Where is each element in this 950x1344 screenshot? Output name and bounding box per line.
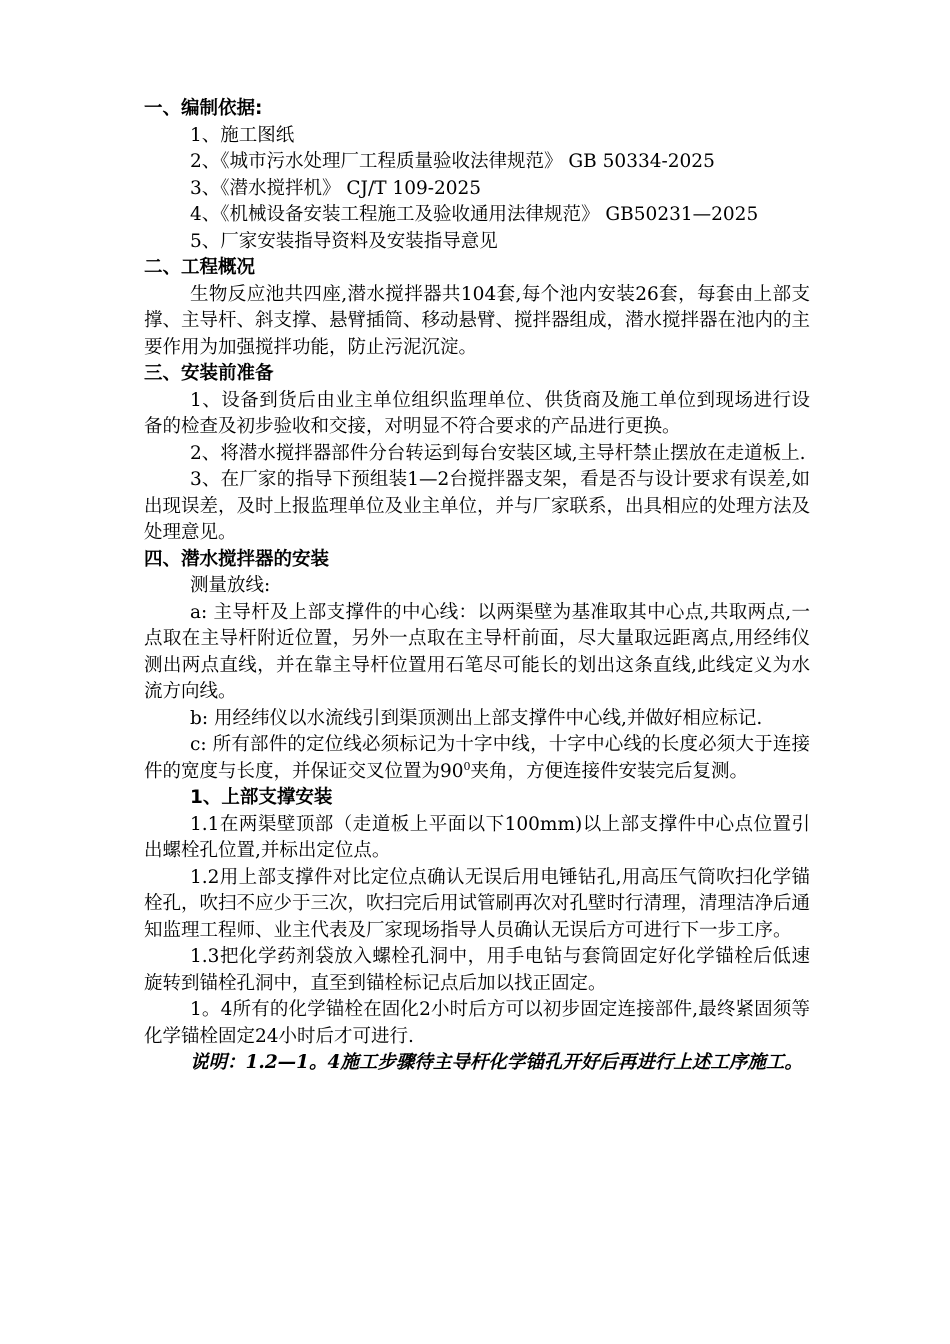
install-step-1-4: 1。4所有的化学锚栓在固化2小时后方可以初步固定连接部件,最终紧固须等化学锚栓固定24小时后才可进行.: [144, 999, 810, 1047]
degree-superscript: 0: [463, 759, 471, 773]
prep-item-1: 1、设备到货后由业主单位组织监理单位、供货商及施工单位到现场进行设备的检查及初步验收和交接，对明显不符合要求的产品进行更换。: [144, 389, 810, 437]
survey-title: 测量放线:: [190, 575, 271, 596]
overview-paragraph: 生物反应池共四座,潜水搅拌器共104套,每个池内安装26套，每套由上部支撑、主导杆、斜支撑、悬臂插筒、移动悬臂、搅拌器组成，潜水搅拌器在池内的主要作用为加强搅拌功能，防止污泥沉淀。: [144, 283, 811, 358]
install-step-1-3: 1.3把化学药剂袋放入螺栓孔洞中，用手电钻与套筒固定好化学锚栓后低速旋转到锚栓孔洞中，直至到锚栓标记点后加以找正固定。: [144, 946, 810, 994]
basis-item-1: 1、施工图纸: [190, 124, 295, 146]
survey-step-b: b: 用经纬仪以水流线引到渠顶测出上部支撑件中心线,并做好相应标记.: [190, 707, 763, 729]
install-step-1-1: 1.1在两渠壁顶部（走道板上平面以下100mm)以上部支撑件中心点位置引出螺栓孔位置,并标出定位点。: [144, 813, 810, 861]
basis-item-4: 4、《机械设备安装工程施工及验收通用法律规范》 GB50231—2025: [190, 204, 759, 225]
survey-step-a: a: 主导杆及上部支撑件的中心线：以两渠壁为基准取其中心点,共取两点,一点取在主导杆附近位置，另外一点取在主导杆前面，尽大量取远距离点,用经纬仪测出两点直线，并在靠主导杆位置用石笔尽可能长的划出这条直线,此线定义为水流方向线。: [144, 601, 810, 702]
section-4-heading: 四、潜水搅拌器的安装: [144, 548, 330, 570]
installation-note: 说明：1.2—1。4施工步骤待主导杆化学锚孔开好后再进行上述工序施工。: [190, 1052, 803, 1073]
basis-item-2: 2、《城市污水处理厂工程质量验收法律规范》 GB 50334-2025: [190, 151, 715, 172]
survey-step-c-text: c: 所有部件的定位线必须标记为十字中线，十字中心线的长度必须大于连接件的宽度与长度，并保证交叉位置为90: [144, 734, 810, 782]
basis-item-3: 3、《潜水搅拌机》 CJ/T 109-2025: [190, 177, 482, 199]
document-page: [144, 96, 810, 1077]
survey-step-c: [144, 732, 810, 785]
section-2-heading: 二、工程概况: [144, 257, 256, 278]
install-step-1-2: 1.2用上部支撑件对比定位点确认无误后用电锤钻孔,用高压气筒吹扫化学锚栓孔，吹扫不应少于三次，吹扫完后用试管刷再次对孔壁时行清理，清理洁净后通知监理工程师、业主代表及厂家现场指导人员确认无误后方可进行下一步工序。: [144, 866, 811, 941]
prep-item-2: 2、将潜水搅拌器部件分台转运到每台安装区域,主导杆禁止摆放在走道板上.: [190, 442, 806, 464]
survey-step-c-text-end: 夹角，方便连接件安装完后复测。: [470, 760, 749, 782]
subsection-1-heading: 1、上部支撑安装: [190, 787, 333, 808]
section-3-heading: 三、安装前准备: [144, 363, 274, 384]
basis-item-5: 5、厂家安装指导资料及安装指导意见: [190, 230, 498, 252]
section-1-heading: 一、编制依据:: [144, 98, 263, 119]
prep-item-3: 3、在厂家的指导下预组装1—2台搅拌器支架，看是否与设计要求有误差,如出现误差，及时上报监理单位及业主单位，并与厂家联系，出具相应的处理方法及处理意见。: [144, 469, 811, 543]
